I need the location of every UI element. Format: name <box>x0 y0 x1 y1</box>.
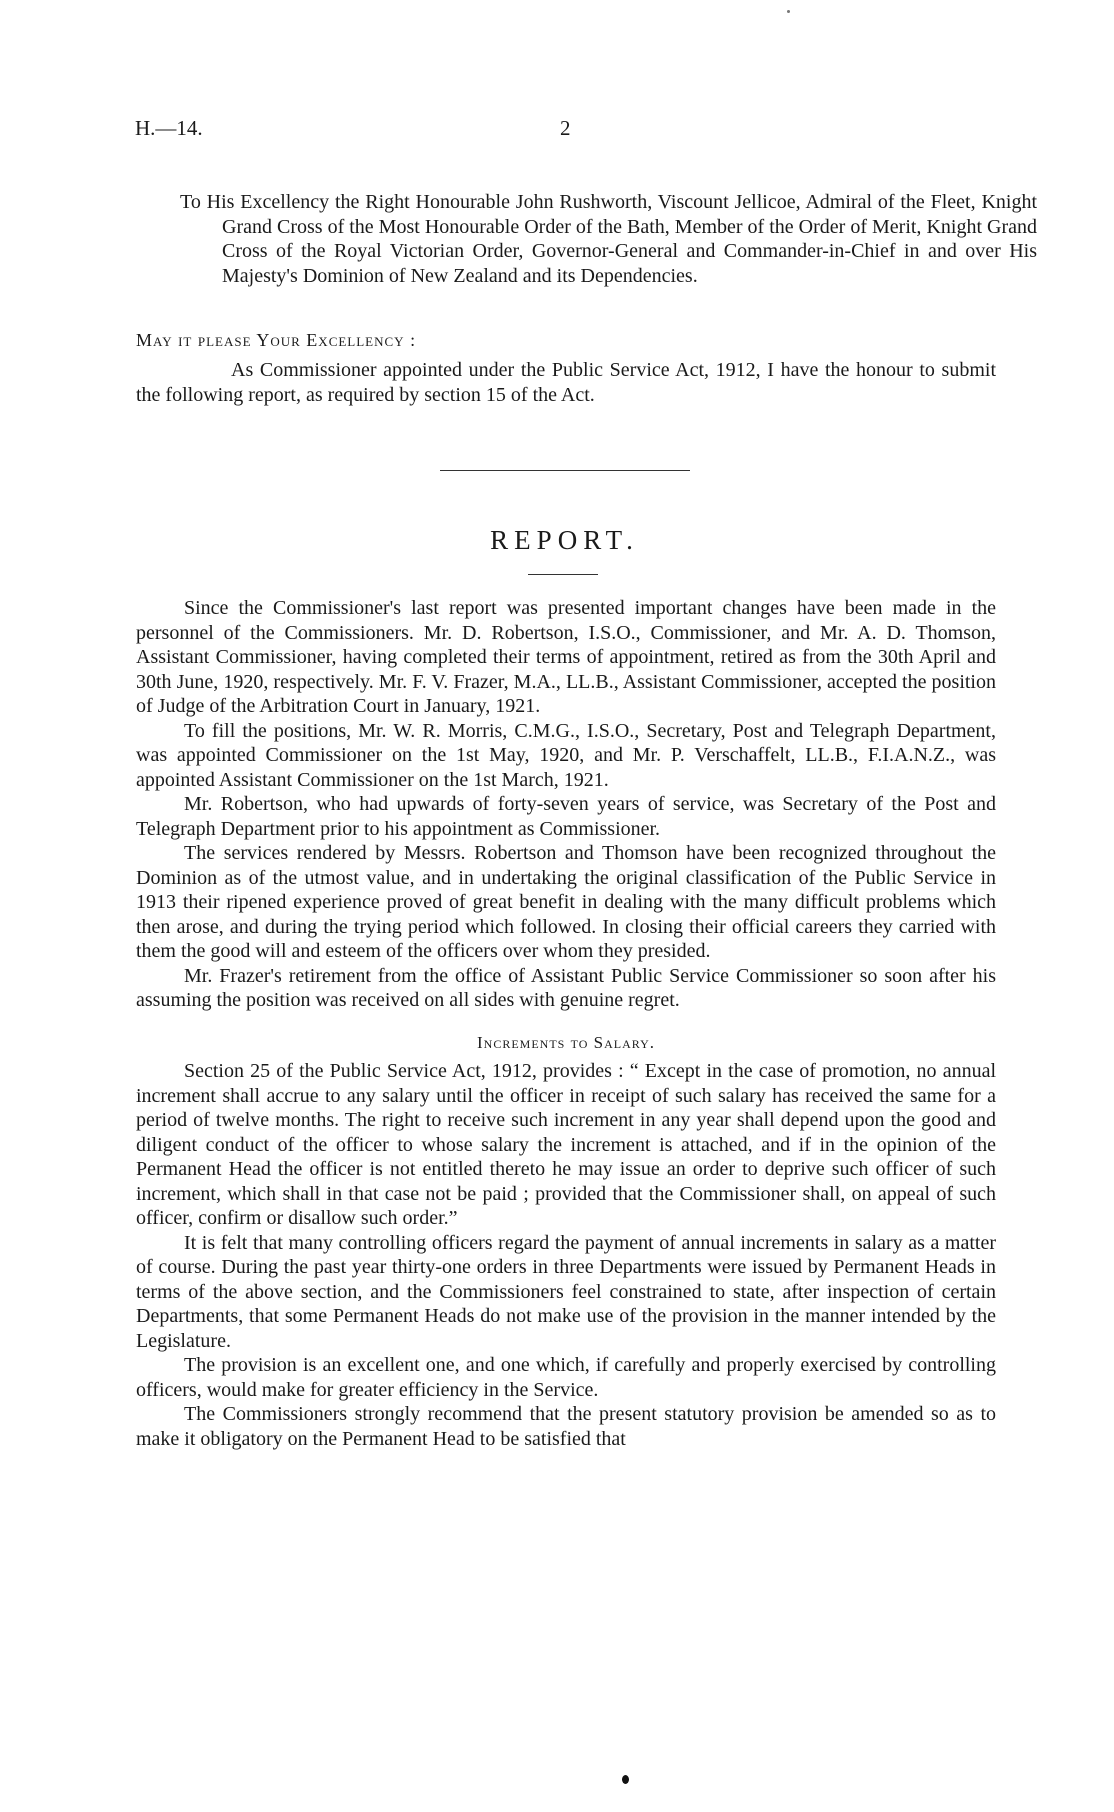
section-paragraph: It is felt that many controlling officers regard the payment of annual increments in salary as a matter of course. During the past year thirty-one orders in three Departments were issued by Permanent Heads in terms of the above section, and the Commissioners feel constrained to state, after inspection of certain Departments, that some Permanent Heads do not make use of the provision in the manner intended by the Legislature. <box>136 1231 996 1352</box>
section-heading: Increments to Salary. <box>477 1032 655 1052</box>
speck-mark <box>787 10 790 13</box>
salutation: May it please Your Excellency : <box>136 330 417 350</box>
address-block: To His Excellency the Right Honourable John Rushworth, Viscount Jellicoe, Admiral of the Fleet, Knight Grand Cross of the Most Honourable Order of the Bath, Member of the Order of Merit, Knight Grand Cross of the Royal Victorian Order, Governor-General and Commander-in-Chief in and over His Majesty's Dominion of New Zealand and its Dependencies. <box>180 191 1037 287</box>
page-number: 2 <box>560 116 571 140</box>
body-paragraph: The services rendered by Messrs. Robertson and Thomson have been recognized throughout the Dominion as of the utmost value, and in undertaking the original classification of the Public Service in 1913 their ripened experience proved of great benefit in dealing with the many difficult problems which then arose, and during the trying period which followed. In closing their official careers they carried with them the good will and esteem of the officers over whom they presided. <box>136 842 996 962</box>
ink-spot-mark <box>622 1775 629 1784</box>
title-underline <box>528 574 598 575</box>
report-body <box>136 596 996 1451</box>
intro-paragraph: As Commissioner appointed under the Public Service Act, 1912, I have the honour to submit the following report, as required by section 15 of the Act. <box>136 359 996 406</box>
section-paragraph: The Commissioners strongly recommend that the present statutory provision be amended so as to make it obligatory on the Permanent Head to be satisfied that <box>136 1403 996 1450</box>
body-paragraph: Mr. Frazer's retirement from the office of Assistant Public Service Commissioner so soon after his assuming the position was received on all sides with genuine regret. <box>136 964 996 1011</box>
body-paragraph: Since the Commissioner's last report was presented important changes have been made in the personnel of the Commissioners. Mr. D. Robertson, I.S.O., Commissioner, and Mr. A. D. Thomson, Assistant Commissioner, having completed their terms of appointment, retired as from the 30th April and 30th June, 1920, respectively. Mr. F. V. Frazer, M.A., LL.B., Assistant Commissioner, accepted the position of Judge of the Arbitration Court in January, 1921. <box>136 597 996 717</box>
divider-rule <box>440 470 690 471</box>
body-paragraph: To fill the positions, Mr. W. R. Morris, C.M.G., I.S.O., Secretary, Post and Telegraph Department, was appointed Commissioner on the 1st May, 1920, and Mr. P. Verschaffelt, LL.B., F.I.A.N.Z., was appointed Assistant Commissioner on the 1st March, 1921. <box>136 719 996 791</box>
report-title: REPORT. <box>490 525 639 555</box>
section-paragraph: The provision is an excellent one, and one which, if carefully and properly exercised by controlling officers, would make for greater efficiency in the Service. <box>136 1354 996 1401</box>
body-paragraph: Mr. Robertson, who had upwards of forty-seven years of service, was Secretary of the Post and Telegraph Department prior to his appointment as Commissioner. <box>136 793 996 840</box>
section-paragraph: Section 25 of the Public Service Act, 1912, provides : “ Except in the case of promotion, no annual increment shall accrue to any salary until the officer in receipt of such salary has received the same for a period of twelve months. The right to receive such increment in any year shall depend upon the good and diligent conduct of the officer to whose salary the increment is attached, and if in the opinion of the Permanent Head the officer is not entitled thereto he may issue an order to deprive such officer of such increment, which shall in that case not be paid ; provided that the Commissioner shall, on appeal of such officer, confirm or disallow such order.” <box>136 1060 996 1229</box>
document-reference: H.—14. <box>135 116 203 140</box>
